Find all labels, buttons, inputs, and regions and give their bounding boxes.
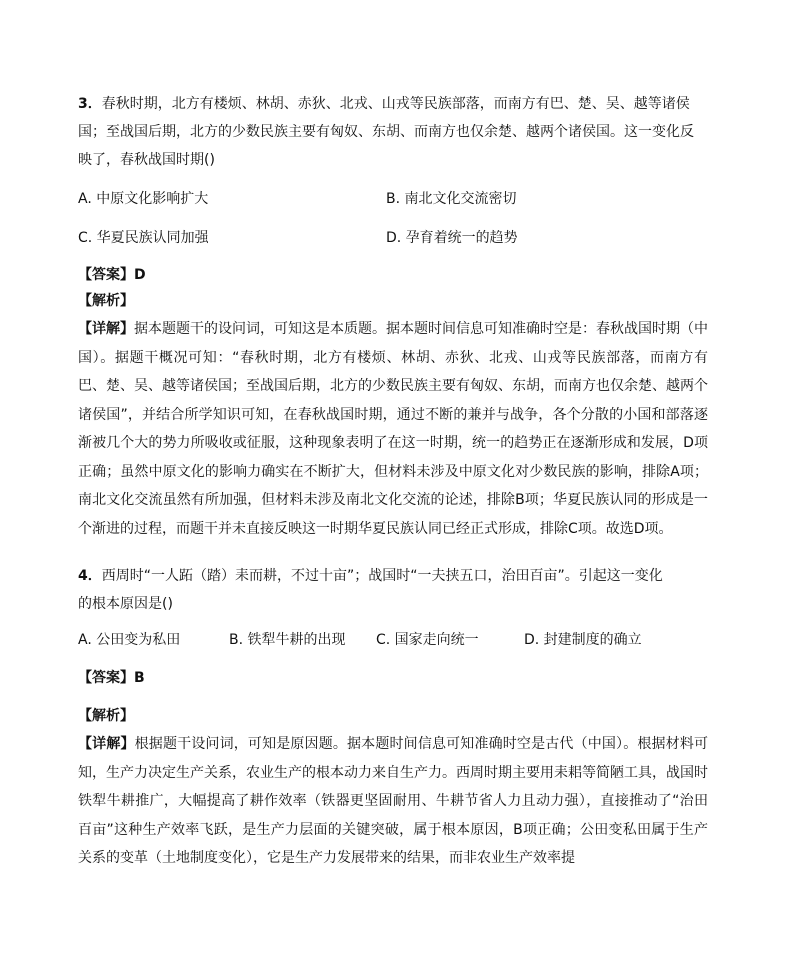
question-3-answer (78, 264, 146, 284)
detail-text: 根据题干设问词，可知是原因题。据本题时间信息可知准确时空是古代（中国）。根据材料可知，生产力决定生产关系，农业生产的根本动力来自生产力。西周时期主要用耒耜等简陋工具，战国时铁犁牛耕推广，大幅提高了耕作效率（铁器更坚固耐用、牛耕节省人力且动力强），直接推动了“治田百亩”这种生产效率飞跃，是生产力层面的关键突破，属于根本原因，B项正确；公田变私田属于生产关系的变革（土地制度变化），它是生产力发展带来的结果，而非农业生产效率提 (78, 736, 708, 866)
question-3-text: 春秋时期，北方有楼烦、林胡、赤狄、北戎、山戎等民族部落，而南方有巴、楚、吴、越等诸侯国；至战国后期，北方的少数民族主要有匈奴、东胡、而南方也仅余楚、越两个诸侯国。这一变化反映了，春秋战国时期() (78, 96, 694, 168)
detail-text: 据本题题干的设问词，可知这是本质题。据本题时间信息可知准确时空是：春秋战国时期（中国）。据题干概况可知：“春秋时期，北方有楼烦、林胡、赤狄、北戎、山戎等民族部落，而南方有巴、楚、吴、越等诸侯国；至战国后期，北方的少数民族主要有匈奴、东胡，而南方也仅余楚、越两个诸侯国”，并结合所学知识可知，在春秋战国时期，通过不断的兼并与战争，各个分散的小国和部落逐渐被几个大的势力所吸收或征服，这种现象表明了在这一时期，统一的趋势正在逐渐形成和发展，D项正确；虽然中原文化的影响力确实在不断扩大，但材料未涉及中原文化对少数民族的影响，排除A项；南北文化交流虽然有所加强，但材料未涉及南北文化交流的论述，排除B项；华夏民族认同的形成是一个渐进的过程，而题干并未直接反映这一时期华夏民族认同已经正式形成，排除C项。故选D项。 (78, 321, 708, 537)
question-3-analysis-label: 【解析】 (78, 293, 134, 309)
question-3-option-a: A. 中原文化影响扩大 (78, 191, 209, 207)
question-3-stem (78, 90, 698, 174)
question-4-stem (78, 562, 668, 618)
question-3-option-b: B. 南北文化交流密切 (386, 191, 517, 207)
question-4-option-d: D. 封建制度的确立 (524, 632, 642, 648)
detail-label: 【详解】 (78, 321, 134, 337)
question-3-number: 3． (78, 96, 102, 112)
question-4-detail (78, 730, 708, 870)
question-4-number: 4． (78, 568, 102, 584)
question-3-detail (78, 315, 708, 543)
question-3-option-d: D. 孕育着统一的趋势 (386, 230, 518, 246)
answer-label: 【答案】 (78, 670, 134, 686)
question-4-option-a: A. 公田变为私田 (78, 632, 181, 648)
question-4-answer (78, 667, 145, 687)
detail-label: 【详解】 (78, 736, 135, 752)
question-3-option-c: C. 华夏民族认同加强 (78, 230, 209, 246)
question-4-option-c: C. 国家走向统一 (376, 632, 479, 648)
answer-value: D (134, 267, 146, 283)
answer-value: B (134, 670, 145, 686)
question-4-text: 西周时“一人跖（踏）耒而耕，不过十亩”；战国时“一夫挟五口，治田百亩”。引起这一变化的根本原因是() (78, 568, 663, 612)
question-4-analysis-label: 【解析】 (78, 708, 134, 724)
question-4-option-b: B. 铁犁牛耕的出现 (229, 632, 346, 648)
answer-label: 【答案】 (78, 267, 134, 283)
